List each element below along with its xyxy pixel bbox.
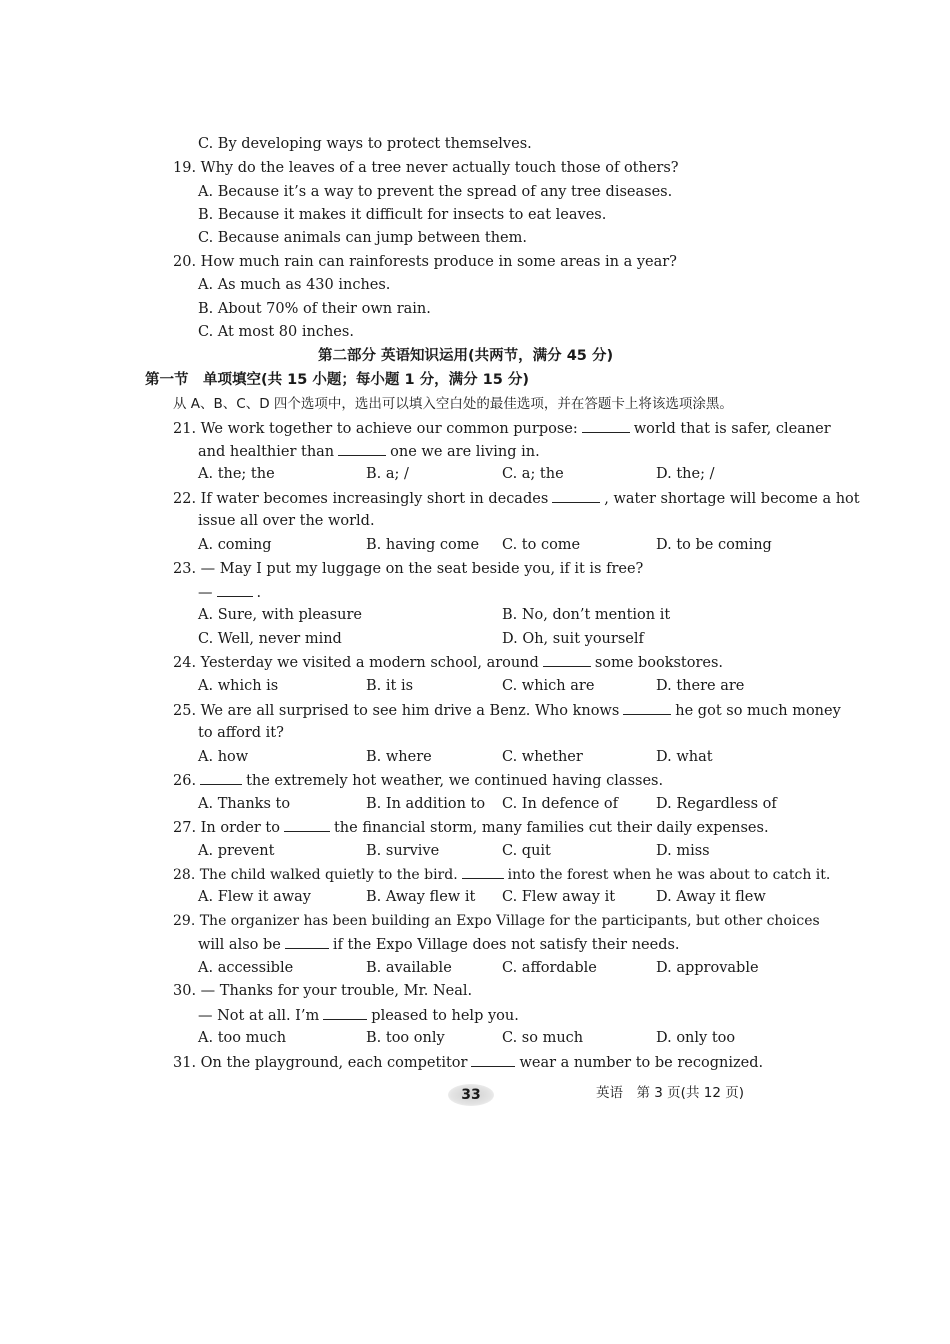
q21-stem-post: world that is safer, cleaner xyxy=(633,421,831,437)
page-number-badge: 33 xyxy=(448,1084,494,1106)
q19-stem: 19. Why do the leaves of a tree never actually touch those of others? xyxy=(173,160,679,176)
q20-option-c: C. At most 80 inches. xyxy=(198,324,354,340)
q26-option-b: B. In addition to xyxy=(366,796,486,812)
q31-stem-post: wear a number to be recognized. xyxy=(519,1055,764,1071)
q22-option-d: D. to be coming xyxy=(656,537,772,553)
q26-option-d: D. Regardless of xyxy=(656,796,777,812)
answer-blank xyxy=(217,582,253,597)
q22-stem-line1 xyxy=(173,488,860,509)
q22-option-c: C. to come xyxy=(502,537,581,553)
q29-option-d: D. approvable xyxy=(656,960,759,976)
q27-stem-pre: 27. In order to xyxy=(173,820,280,836)
page-info: 英语 第 3 页(共 12 页) xyxy=(596,1085,744,1101)
q26-option-c: C. In defence of xyxy=(502,796,619,812)
q27-stem xyxy=(173,817,769,838)
q29-stem-line2 xyxy=(198,934,680,955)
q22-stem-pre: 22. If water becomes increasingly short in decades xyxy=(173,491,549,507)
q23-option-a: A. Sure, with pleasure xyxy=(198,607,362,623)
q20-option-a: A. As much as 430 inches. xyxy=(198,277,391,293)
q22-option-b: B. having come xyxy=(366,537,480,553)
q21-stem-line1 xyxy=(173,418,831,439)
q21-option-a: A. the; the xyxy=(198,466,275,482)
q29-option-a: A. accessible xyxy=(198,960,294,976)
q24-option-c: C. which are xyxy=(502,678,595,694)
q28-option-c: C. Flew away it xyxy=(502,889,616,905)
q28-stem-pre: 28. The child walked quietly to the bird. xyxy=(173,867,458,883)
q26-stem-post: the extremely hot weather, we continued having classes. xyxy=(246,773,664,789)
q18-option-c: C. By developing ways to protect themselves. xyxy=(198,136,532,152)
q24-stem xyxy=(173,652,723,673)
q25-option-a: A. how xyxy=(198,749,249,765)
q29-line2-pre: will also be xyxy=(198,937,281,953)
q21-line2-post: one we are living in. xyxy=(390,444,540,460)
q23-option-d: D. Oh, suit yourself xyxy=(502,631,644,647)
answer-blank xyxy=(200,770,242,785)
q26-stem xyxy=(173,770,663,791)
q27-option-b: B. survive xyxy=(366,843,440,859)
q23-option-b: B. No, don’t mention it xyxy=(502,607,671,623)
q30-option-b: B. too only xyxy=(366,1030,445,1046)
q29-line2-post: if the Expo Village does not satisfy their needs. xyxy=(332,937,680,953)
q31-stem xyxy=(173,1052,763,1073)
q19-option-c: C. Because animals can jump between them. xyxy=(198,230,527,246)
q19-option-b: B. Because it makes it difficult for insects to eat leaves. xyxy=(198,207,607,223)
q25-option-c: C. whether xyxy=(502,749,583,765)
answer-blank xyxy=(285,934,329,949)
q27-option-c: C. quit xyxy=(502,843,551,859)
part2-title: 第二部分 英语知识运用(共两节，满分 45 分) xyxy=(318,348,614,364)
answer-blank xyxy=(623,700,671,715)
q23-option-c: C. Well, never mind xyxy=(198,631,342,647)
q22-stem-post: , water shortage will become a hot xyxy=(604,491,860,507)
answer-blank xyxy=(552,488,600,503)
q23-stem: 23. — May I put my luggage on the seat beside you, if it is free? xyxy=(173,561,644,577)
q25-option-d: D. what xyxy=(656,749,713,765)
q28-option-a: A. Flew it away xyxy=(198,889,311,905)
q29-option-c: C. affordable xyxy=(502,960,597,976)
q28-option-b: B. Away flew it xyxy=(366,889,476,905)
q21-stem-line2 xyxy=(198,441,540,462)
q26-stem-pre: 26. xyxy=(173,773,197,789)
q28-stem-post: into the forest when he was about to catch it. xyxy=(507,867,831,883)
q31-stem-pre: 31. On the playground, each competitor xyxy=(173,1055,468,1071)
q21-option-b: B. a; / xyxy=(366,466,409,482)
section1-instruction: 从 A、B、C、D 四个选项中，选出可以填入空白处的最佳选项，并在答题卡上将该选项涂黑。 xyxy=(173,396,733,412)
q24-stem-post: some bookstores. xyxy=(594,655,724,671)
q25-stem-pre: 25. We are all surprised to see him drive a Benz. Who knows xyxy=(173,703,620,719)
answer-blank xyxy=(338,441,386,456)
q25-stem-line1 xyxy=(173,700,841,721)
q20-option-b: B. About 70% of their own rain. xyxy=(198,301,431,317)
q30-line2-pre: — Not at all. I’m xyxy=(198,1008,320,1024)
q27-option-a: A. prevent xyxy=(198,843,275,859)
q27-option-d: D. miss xyxy=(656,843,710,859)
q21-option-c: C. a; the xyxy=(502,466,564,482)
q30-stem: 30. — Thanks for your trouble, Mr. Neal. xyxy=(173,983,473,999)
q21-stem-pre: 21. We work together to achieve our common purpose: xyxy=(173,421,578,437)
q23-reply-line: — . xyxy=(198,582,261,603)
q21-line2-pre: and healthier than xyxy=(198,444,335,460)
q29-option-b: B. available xyxy=(366,960,452,976)
q22-stem-line2: issue all over the world. xyxy=(198,513,375,529)
answer-blank xyxy=(543,652,591,667)
q30-option-a: A. too much xyxy=(198,1030,287,1046)
q24-option-a: A. which is xyxy=(198,678,279,694)
q30-option-c: C. so much xyxy=(502,1030,584,1046)
q19-option-a: A. Because it’s a way to prevent the spread of any tree diseases. xyxy=(198,184,673,200)
answer-blank xyxy=(471,1052,515,1067)
q21-option-d: D. the; / xyxy=(656,466,715,482)
q20-stem: 20. How much rain can rainforests produce in some areas in a year? xyxy=(173,254,677,270)
q22-option-a: A. coming xyxy=(198,537,272,553)
q24-option-d: D. there are xyxy=(656,678,745,694)
q30-reply-line xyxy=(198,1005,519,1026)
q30-line2-post: pleased to help you. xyxy=(371,1008,519,1024)
answer-blank xyxy=(462,864,504,879)
q23-reply-dash: — xyxy=(198,585,213,601)
section1-title: 第一节 单项填空(共 15 小题；每小题 1 分，满分 15 分) xyxy=(145,372,529,388)
q28-option-d: D. Away it flew xyxy=(656,889,766,905)
answer-blank xyxy=(582,418,630,433)
q25-stem-post: he got so much money xyxy=(675,703,841,719)
q28-stem xyxy=(173,864,830,885)
q27-stem-post: the financial storm, many families cut their daily expenses. xyxy=(333,820,769,836)
q26-option-a: A. Thanks to xyxy=(198,796,291,812)
q24-option-b: B. it is xyxy=(366,678,414,694)
q30-option-d: D. only too xyxy=(656,1030,736,1046)
q29-stem-line1: 29. The organizer has been building an Expo Village for the participants, but other choices xyxy=(173,913,820,929)
q25-stem-line2: to afford it? xyxy=(198,725,284,741)
answer-blank xyxy=(323,1005,367,1020)
q24-stem-pre: 24. Yesterday we visited a modern school, around xyxy=(173,655,539,671)
answer-blank xyxy=(284,817,330,832)
q25-option-b: B. where xyxy=(366,749,432,765)
